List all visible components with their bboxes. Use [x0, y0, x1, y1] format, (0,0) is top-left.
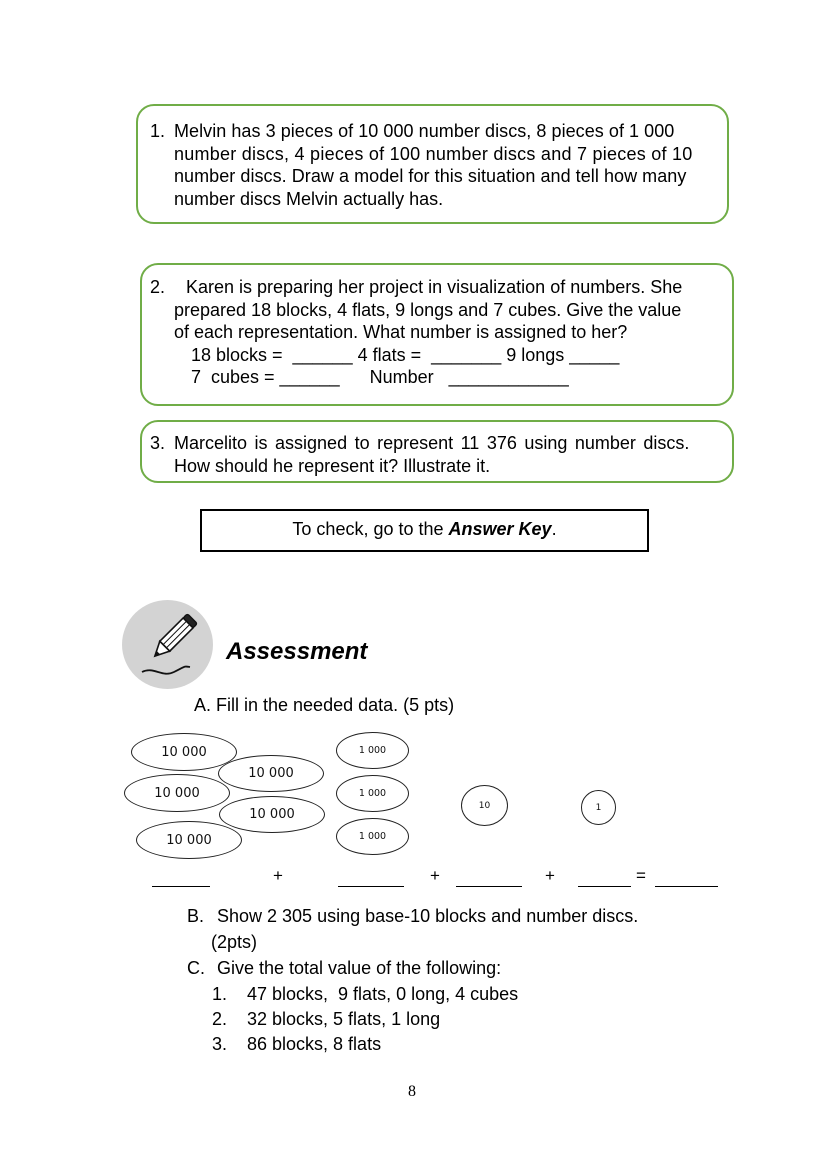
- disc-label: 1 000: [358, 788, 387, 799]
- section-b-points: (2pts): [211, 932, 258, 952]
- activity-1-line: number discs Melvin actually has.: [174, 188, 444, 209]
- disc-label: 10 000: [154, 785, 200, 801]
- disc-10: [461, 785, 508, 826]
- assessment-badge: [122, 600, 213, 689]
- activity-1-line: number discs. Draw a model for this situation and tell how many: [174, 166, 687, 186]
- section-c-label: C.: [187, 958, 205, 978]
- plus-sign: +: [273, 866, 283, 885]
- activity-1-line: Melvin has 3 pieces of 10 000 number discs, 8 pieces of 1 000: [174, 121, 675, 141]
- answer-blank[interactable]: [655, 886, 718, 887]
- disc-label: 10 000: [166, 832, 212, 848]
- assessment-title: Assessment: [226, 638, 368, 665]
- answer-blank[interactable]: [456, 886, 522, 887]
- activity-2-number: 2.: [150, 277, 166, 297]
- disc-label: 1 000: [358, 831, 387, 842]
- answer-key-link: Answer Key: [448, 519, 552, 539]
- disc-label: 10 000: [248, 766, 294, 781]
- activity-3-line: How should he represent it? Illustrate it.: [174, 455, 491, 476]
- section-a-instruction: A. Fill in the needed data. (5 pts): [194, 695, 455, 715]
- disc-1000: [336, 775, 409, 812]
- activity-1: [150, 120, 728, 210]
- disc-10000: [131, 733, 237, 771]
- equals-sign: =: [636, 866, 646, 885]
- disc-1000: [336, 732, 409, 769]
- activity-2-line: prepared 18 blocks, 4 flats, 9 longs and 7 cubes. Give the value: [174, 299, 682, 320]
- plus-sign: +: [430, 866, 440, 885]
- activity-2-line: Karen is preparing her project in visualization of numbers. She: [186, 277, 683, 297]
- activity-3-line: Marcelito is assigned to represent 11 376 using number discs.: [174, 433, 690, 453]
- answer-blank[interactable]: [338, 886, 404, 887]
- section-b-text: Show 2 305 using base-10 blocks and number discs.: [217, 906, 639, 926]
- activity-3-number: 3.: [150, 433, 166, 453]
- section-b-label: B.: [187, 906, 205, 926]
- answer-key-suffix: .: [551, 519, 557, 539]
- disc-1: [581, 790, 616, 825]
- answer-key-note: [200, 509, 649, 552]
- disc-label: 10 000: [249, 807, 295, 822]
- disc-1000: [336, 818, 409, 855]
- section-c-item: 86 blocks, 8 flats: [247, 1034, 382, 1054]
- section-c-item: 32 blocks, 5 flats, 1 long: [247, 1009, 441, 1029]
- pencil-icon: [122, 600, 213, 689]
- activity-3: [150, 432, 730, 477]
- answer-key-prefix: To check, go to the: [292, 519, 449, 539]
- disc-10000: [136, 821, 242, 859]
- answer-blank[interactable]: [578, 886, 631, 887]
- activity-1-line: number discs, 4 pieces of 100 number discs and 7 pieces of 10: [174, 143, 693, 164]
- plus-sign: +: [545, 866, 555, 885]
- section-c-item-number: 2.: [212, 1009, 228, 1029]
- section-c-item-number: 3.: [212, 1034, 228, 1054]
- disc-label: 1 000: [358, 745, 387, 756]
- activity-2-fill-line: 7 cubes = ______ Number ____________: [191, 367, 569, 387]
- disc-label: 10 000: [161, 744, 207, 760]
- disc-label: 1: [595, 802, 602, 813]
- activity-2: [150, 276, 730, 389]
- section-c-item-number: 1.: [212, 984, 228, 1004]
- disc-10000: [218, 755, 324, 792]
- disc-10000: [124, 774, 230, 812]
- activity-1-number: 1.: [150, 121, 166, 141]
- answer-blank[interactable]: [152, 886, 210, 887]
- disc-10000: [219, 796, 325, 833]
- activity-2-line: of each representation. What number is assigned to her?: [174, 322, 628, 342]
- disc-label: 10: [478, 800, 491, 811]
- section-c-item: 47 blocks, 9 flats, 0 long, 4 cubes: [247, 984, 519, 1004]
- section-c-text: Give the total value of the following:: [217, 958, 502, 978]
- page-number: 8: [408, 1083, 416, 1100]
- activity-2-fill-line: 18 blocks = ______ 4 flats = _______ 9 longs _____: [191, 344, 620, 365]
